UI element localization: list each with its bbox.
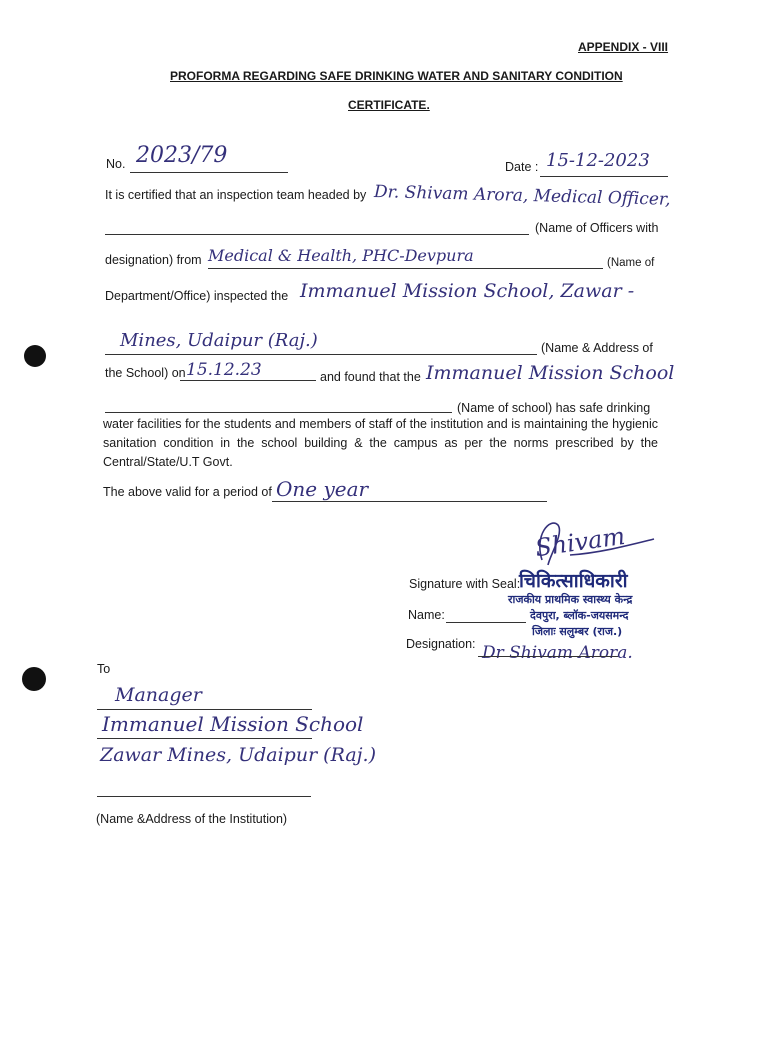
seal-line4: जिलाः सलुम्बर (राज.) [532,625,623,638]
punch-hole-top [24,345,46,367]
school-name-underline [105,412,452,413]
date-value: 15-12-2023 [546,150,650,171]
addressee-line1: Manager [115,684,202,706]
school-address-line2: Mines, Udaipur (Raj.) [120,330,318,351]
school-address-line1: Immanuel Mission School, Zawar - [300,280,635,302]
date-label: Date : [505,160,539,174]
to-label: To [97,662,111,676]
signature-stroke [530,515,660,575]
signature: Shivam [533,521,627,563]
date-underline [540,176,668,177]
no-underline [130,172,288,173]
seal-title: चिकित्साधिकारी [519,570,628,592]
document-title: PROFORMA REGARDING SAFE DRINKING WATER AND SANITARY CONDITION [170,69,623,83]
punch-hole-bottom [22,667,46,691]
addressee-underline1 [97,709,312,710]
dept-office-text: Department/Office) inspected the [105,289,289,303]
name-underline [446,622,526,623]
name-of-caption: (Name of [607,257,655,269]
address-underline [105,354,537,355]
certificate-heading: CERTIFICATE. [348,98,430,112]
officer-name: Dr. Shivam Arora, Medical Officer, [373,182,671,210]
certificate-body: water facilities for the students and members of staff of the institution and is maintaining the hygienic sanitation condition in the school building & the campus as per the norms prescribed by the Central/State/U.T Govt. [103,417,658,469]
addressee-line2: Immanuel Mission School [102,712,364,736]
inspection-date: 15.12.23 [186,360,262,380]
designation-value: Dr Shivam Arora. [482,643,633,663]
school-name: Immanuel Mission School [426,362,675,384]
addressee-underline2 [97,738,312,739]
valid-period: One year [276,477,369,501]
name-address-caption: (Name & Address of [541,341,653,355]
certify-text: It is certified that an inspection team headed by [105,188,367,202]
certificate-number: 2023/79 [136,143,228,168]
department-name: Medical & Health, PHC-Devpura [208,246,474,265]
valid-text: The above valid for a period of [103,485,272,499]
addressee-underline3 [97,796,311,797]
designation-from-text: designation) from [105,253,202,267]
addressee-line3: Zawar Mines, Udaipur (Raj.) [100,744,377,766]
officer-underline [105,234,529,235]
officer-caption: (Name of Officers with [535,221,659,235]
seal-line2: राजकीय प्राथमिक स्वास्थ्य केन्द्र [508,593,633,606]
inspection-date-underline [180,380,316,381]
appendix-label: APPENDIX - VIII [578,40,669,54]
addressee-caption: (Name &Address of the Institution) [96,812,288,826]
name-label: Name: [408,608,445,622]
designation-underline [478,656,618,657]
name-school-caption: (Name of school) has safe drinking [457,401,651,415]
found-text: and found that the [320,370,421,384]
designation-label: Designation: [406,637,476,651]
school-on-text: the School) on [105,366,186,380]
no-label: No. [106,157,126,171]
seal-line3: देवपुरा, ब्लॉक-जयसमन्द [530,609,629,622]
signature-label: Signature with Seal: [409,577,521,591]
department-underline [208,268,603,269]
period-underline [272,501,547,502]
